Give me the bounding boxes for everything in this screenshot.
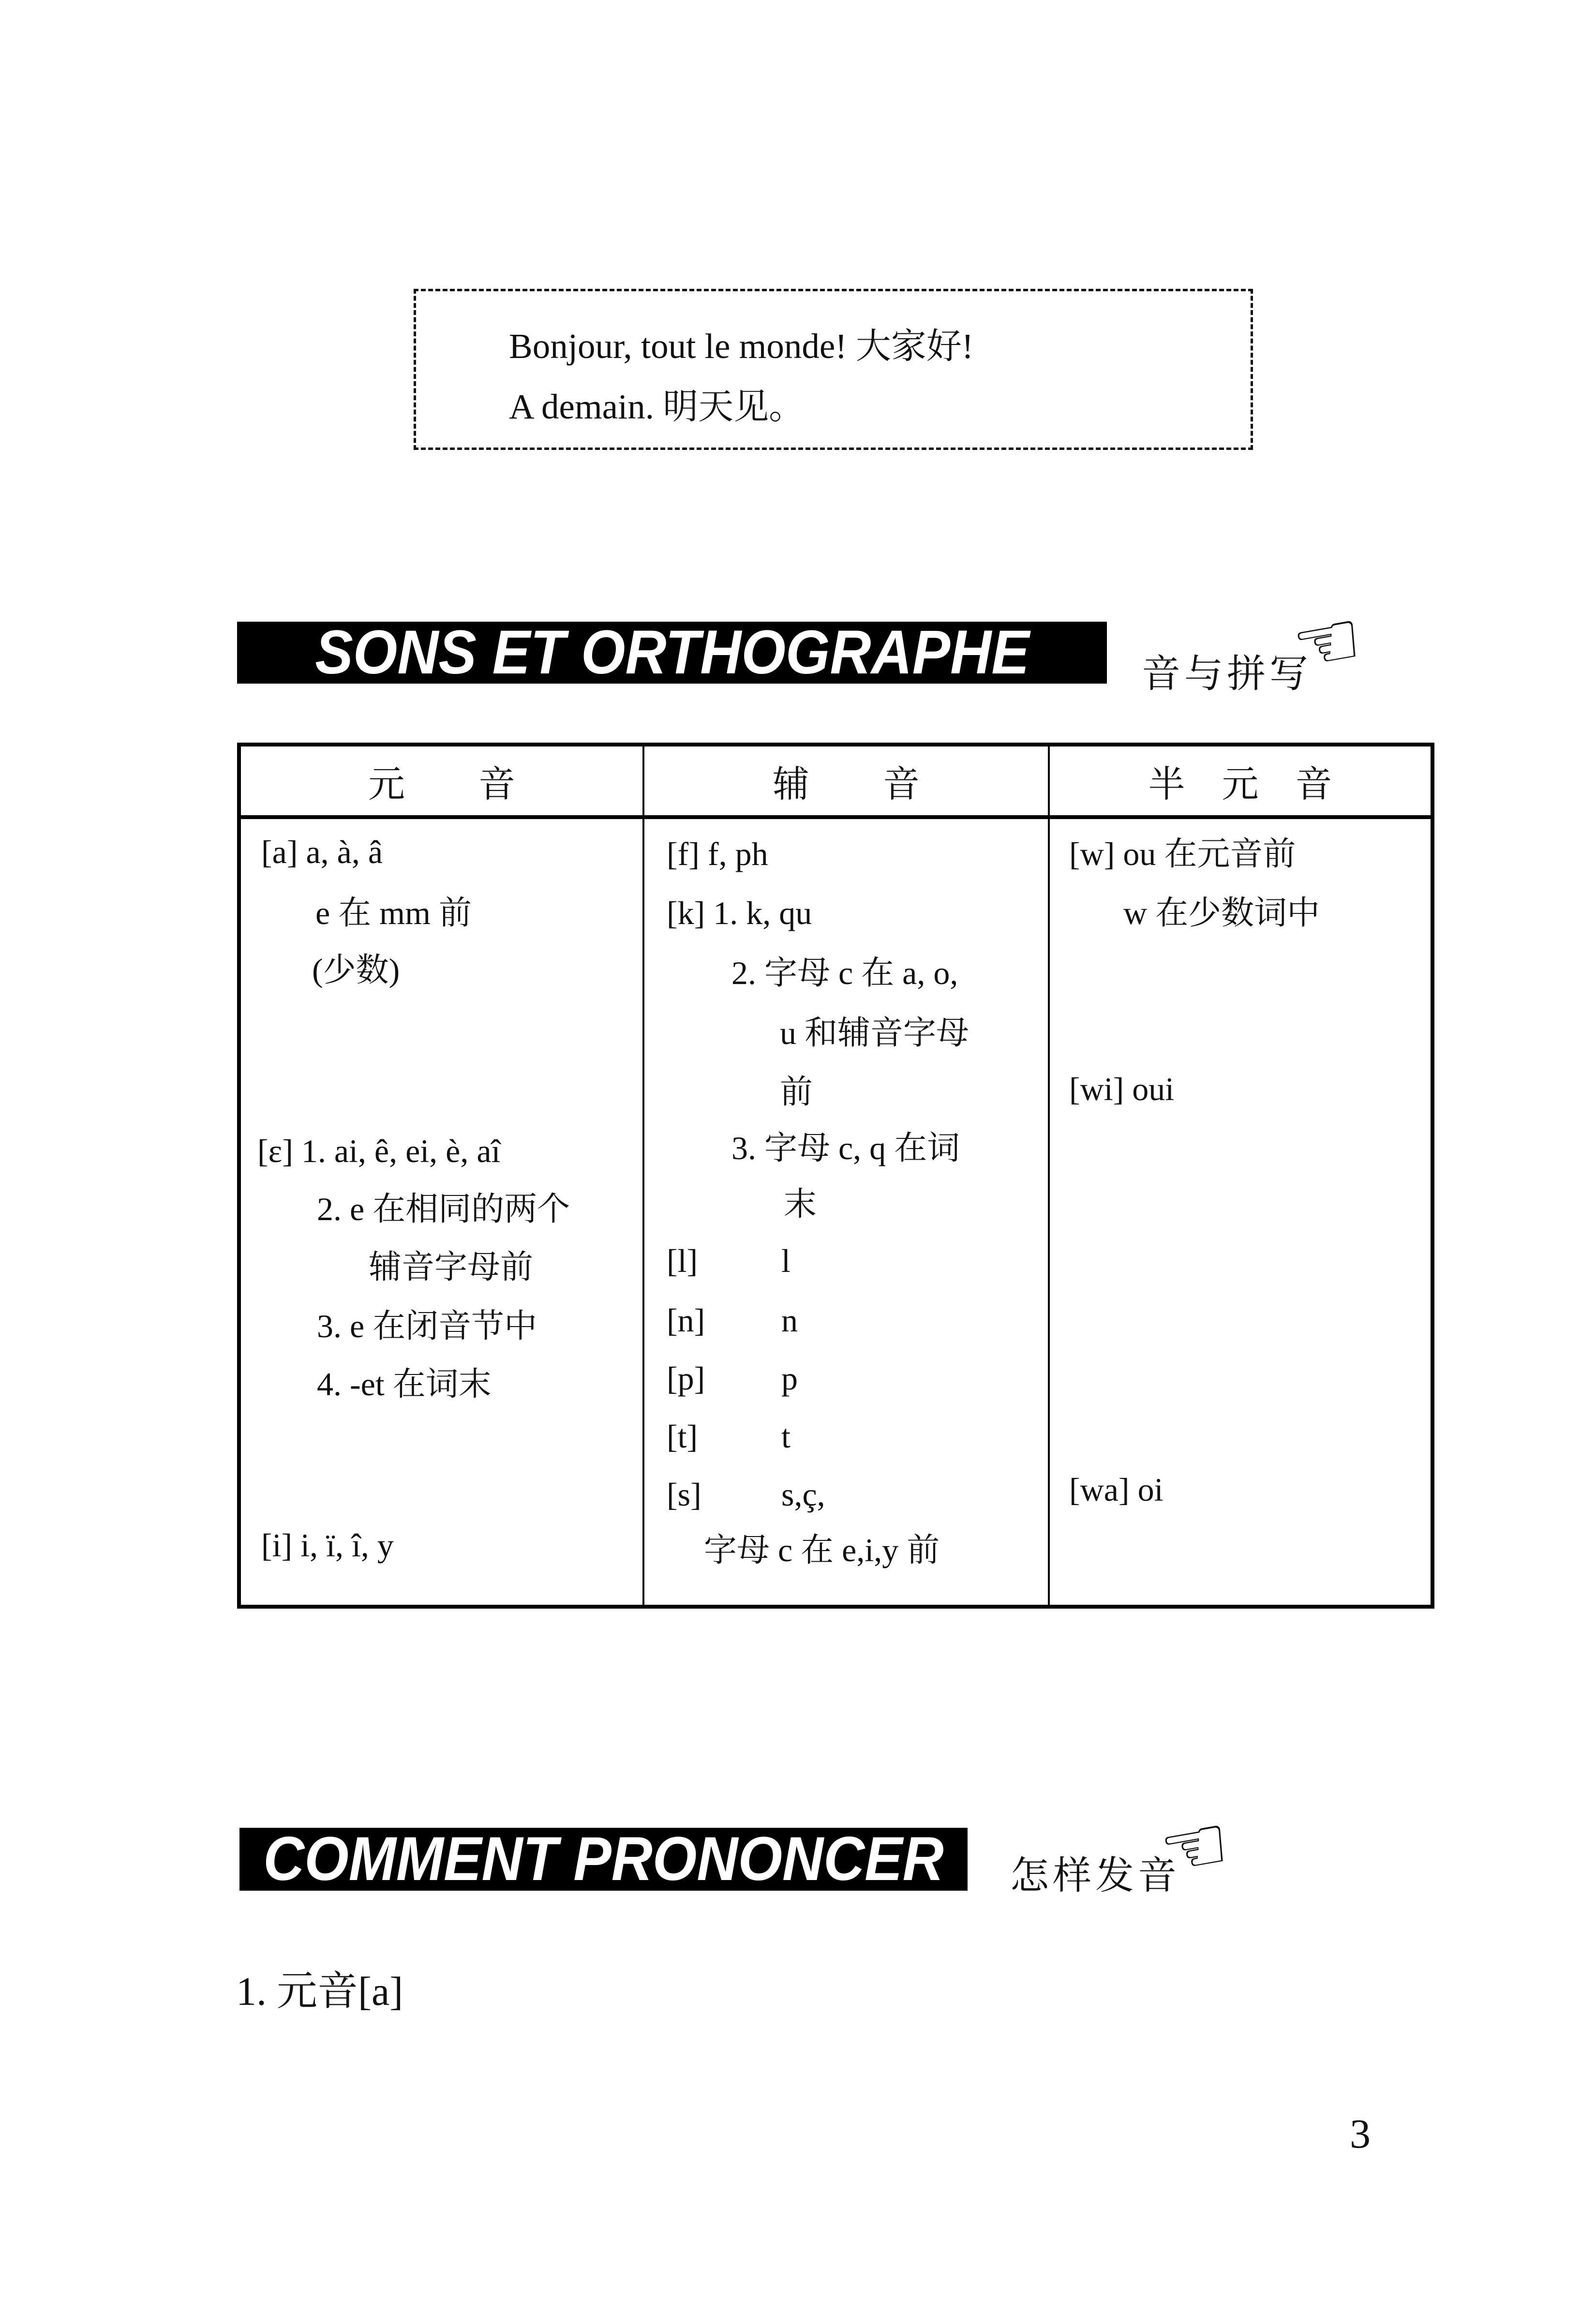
table-header-divider [241, 815, 1431, 819]
table-cell-line: (少数) [312, 952, 400, 988]
table-cell-line: u 和辅音字母 [780, 1015, 970, 1051]
table-cell-line: 3. e 在闭音节中 [317, 1308, 537, 1344]
ipa-letters: n [781, 1302, 798, 1339]
table-cell-line: 3. 字母 c, q 在词 [731, 1130, 960, 1166]
ipa-symbol: [n] [667, 1302, 705, 1339]
table-cell-line: 4. -et 在词末 [317, 1366, 492, 1403]
table-header-semivowels: 半 元 音 [1148, 764, 1332, 805]
pointing-hand-icon: ☜ [1285, 591, 1370, 693]
table-cell-line: w 在少数词中 [1123, 895, 1320, 931]
section-banner-sons-et-orthographe [237, 618, 1107, 687]
table-cell-line: [f] f, ph [667, 836, 768, 872]
ipa-letters: s,ç, [781, 1476, 825, 1513]
section-tag-cn: 怎样发音 [1010, 1855, 1180, 1897]
section-banner-comment-prononcer [239, 1824, 968, 1894]
table-cell-line: 2. e 在相同的两个 [317, 1191, 570, 1227]
table-cell-line: [wi] oui [1069, 1071, 1175, 1107]
ipa-letters: l [781, 1242, 791, 1279]
page-number: 3 [1350, 2110, 1371, 2157]
table-cell-line: [ɛ] 1. ai, ê, ei, è, aî [257, 1133, 501, 1169]
ipa-symbol: [t] [667, 1418, 698, 1455]
table-cell-line: [k] 1. k, qu [667, 895, 812, 931]
table-column-divider [642, 746, 644, 1605]
table-cell-line: [w] ou 在元音前 [1069, 836, 1296, 872]
ipa-letters: t [781, 1418, 791, 1455]
ipa-symbol: [p] [667, 1360, 705, 1397]
table-column-divider [1048, 746, 1050, 1605]
table-header-consonants: 辅 音 [773, 764, 920, 805]
section-tag-cn: 音与拼写 [1142, 653, 1312, 696]
section-title: SONS ET ORTHOGRAPHE [314, 618, 1029, 687]
table-cell-line: [wa] oi [1069, 1471, 1163, 1508]
greeting-line-2: A demain. 明天见。 [509, 387, 805, 426]
ipa-symbol: [l] [667, 1242, 698, 1279]
pointing-hand-icon: ☜ [1152, 1796, 1237, 1898]
ipa-letters: p [781, 1360, 798, 1397]
table-cell-line: [a] a, à, â [261, 834, 383, 870]
table-cell-line: 字母 c 在 e,i,y 前 [704, 1532, 940, 1568]
greeting-line-1: Bonjour, tout le monde! 大家好! [509, 327, 974, 366]
table-cell-line: 前 [780, 1074, 813, 1110]
table-cell-line: [i] i, ï, î, y [261, 1527, 394, 1564]
section-title: COMMENT PRONONCER [263, 1824, 944, 1894]
table-cell-line: e 在 mm 前 [315, 895, 472, 931]
ipa-symbol: [s] [667, 1476, 701, 1513]
table-cell-line: 2. 字母 c 在 a, o, [731, 955, 958, 991]
numbered-heading: 1. 元音[a] [236, 1969, 403, 2014]
table-cell-line: 辅音字母前 [369, 1249, 534, 1285]
table-cell-line: 末 [784, 1186, 817, 1223]
table-header-vowels: 元 音 [368, 764, 515, 805]
